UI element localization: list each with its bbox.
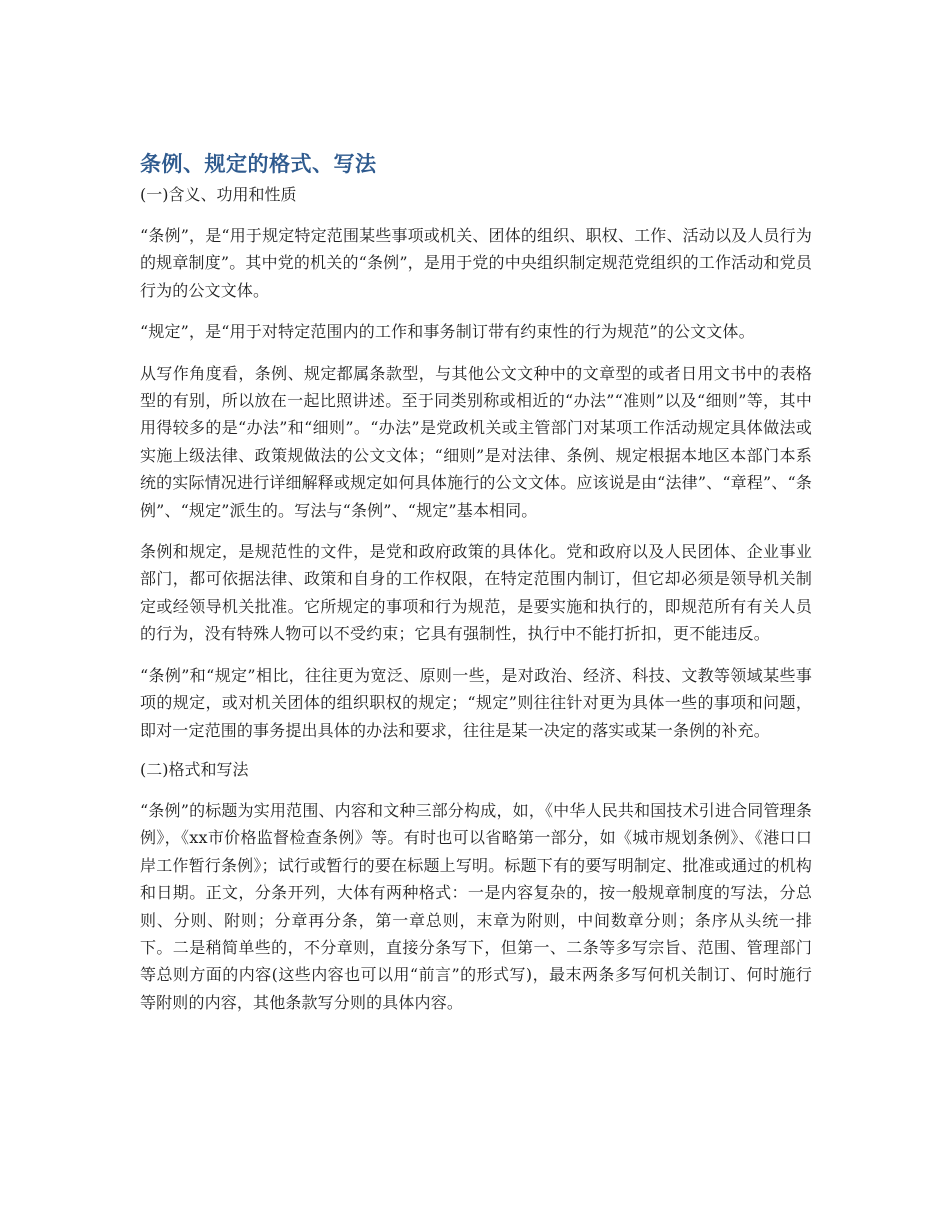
section-heading-meaning: (一)含义、功用和性质 [140,185,297,204]
paragraph-normative-nature: 条例和规定，是规范性的文件，是党和政府政策的具体化。党和政府以及人民团体、企业事业部门，都可依据法律、政策和自身的工作权限，在特定范围内制订，但它却必须是领导机关制定或经领导机关批准。它所规定的事项和行为规范，是要实施和执行的，即规范所有有关人员的行为，没有特殊人物可以不受约束；它具有强制性，执行中不能打折扣，更不能违反。 [140,542,812,644]
paragraph-format-and-writing: “条例”的标题为实用范围、内容和文种三部分构成，如，《中华人民共和国技术引进合同管理条例》，《xx市价格监督检查条例》等。有时也可以省略第一部分，如《城市规划条例》、《港口口岸工作暂行条例》；试行或暂行的要在标题上写明。标题下有的要写明制定、批准或通过的机构和日期。正文，分条开列，大体有两种格式：一是内容复杂的，按一般规章制度的写法，分总则、分则、附则；分章再分条，第一章总则，末章为附则，中间数章分则；条序从头统一排下。二是稍简单些的，不分章则，直接分条写下，但第一、二条等多写宗旨、范围、管理部门等总则方面的内容(这些内容也可以用“前言”的形式写)，最末两条多写何机关制订、何时施行等附则的内容，其他条款写分则的具体内容。 [140,800,812,1012]
paragraph-guiding-definition: “规定”，是“用于对特定范围内的工作和事务制订带有约束性的行为规范”的公文文体。 [140,322,755,342]
paragraph-tiaoli-definition: “条例”，是“用于规定特定范围某些事项或机关、团体的组织、职权、工作、活动以及人员行为的规章制度”。其中党的机关的“条例”，是用于党的中央组织制定规范党组织的工作活动和党员行为的公文文体。 [140,226,812,300]
section-heading-format: (二)格式和写法 [140,759,249,779]
document-page [140,148,812,1016]
paragraph-writing-perspective: 从写作角度看，条例、规定都属条款型，与其他公文文种中的文章型的或者日用文书中的表格型的有别，所以放在一起比照讲述。至于同类别称或相近的“办法”“准则”以及“细则”等，其中用得较多的是“办法”和“细则”。“办法”是党政机关或主管部门对某项工作活动规定具体做法或实施上级法律、政策规做法的公文文体；“细则”是对法律、条例、规定根据本地区本部门本系统的实际情况进行详细解释或规定如何具体施行的公文文体。应该说是由“法律”、“章程”、“条例”、“规定”派生的。写法与“条例”、“规定”基本相同。 [140,363,812,520]
paragraph-comparison: “条例”和“规定”相比，往往更为宽泛、原则一些，是对政治、经济、科技、文教等领域某些事项的规定，或对机关团体的组织职权的规定；“规定”则往往针对更为具体一些的事项和问题，即对一定范围的事务提出具体的办法和要求，往往是某一决定的落实或某一条例的补充。 [140,665,812,740]
document-title: 条例、规定的格式、写法 [140,152,377,176]
